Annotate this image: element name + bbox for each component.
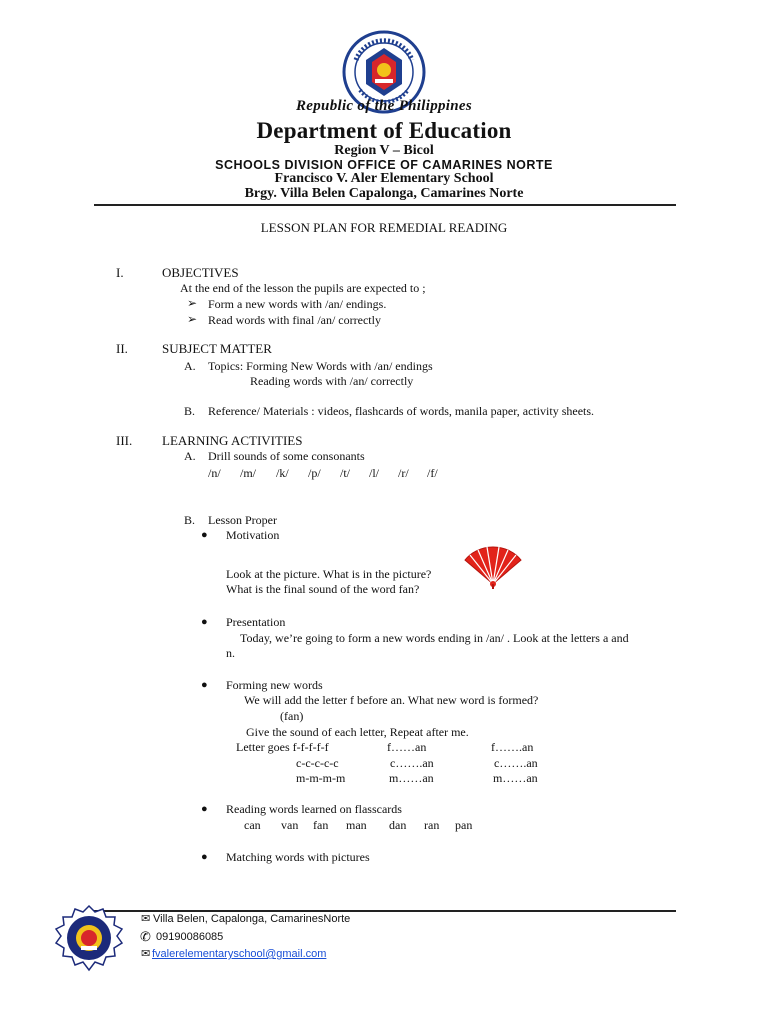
motivation-question: What is the final sound of the word fan? [226,582,420,596]
department-title: Department of Education [256,118,512,143]
sound-item: /n/ [208,466,221,480]
word-item: ran [424,818,440,832]
forming-answer: (fan) [280,709,304,723]
matching-label: Matching words with pictures [226,850,370,864]
letter-sound-cell: c-c-c-c-c [296,756,339,770]
document-title: LESSON PLAN FOR REMEDIAL READING [260,220,508,235]
presentation-text: Today, we’re going to form a new words ending in /an/ . Look at the letters a and [240,631,629,645]
bullet-icon: ● [201,851,208,863]
division-line: SCHOOLS DIVISION OFFICE OF CAMARINES NORTE [215,158,553,172]
topics-text-2: Reading words with /an/ correctly [250,374,414,388]
section-number: II. [116,341,128,356]
header-divider [94,204,676,206]
section-title-objectives: OBJECTIVES [162,265,239,280]
sound-item: /k/ [276,466,289,480]
arrow-bullet-icon: ➢ [187,296,198,310]
footer-phone: 09190086085 [156,931,224,943]
section-number: III. [116,433,133,448]
fan-picture-icon [462,544,524,590]
footer-email-link[interactable]: fvalerelementaryschool@gmail.com [152,948,327,960]
topics-text: Topics: Forming New Words with /an/ endings [208,359,433,373]
footer-divider [92,910,676,912]
letter-sound-cell: m……an [493,771,538,785]
word-item: man [346,818,367,832]
sound-item: /r/ [398,466,409,480]
objectives-intro: At the end of the lesson the pupils are expected to ; [180,281,426,295]
presentation-text-2: n. [226,646,235,660]
school-logo-icon [54,904,124,974]
mail-icon: ✉ [141,913,151,925]
word-item: van [281,818,299,832]
forming-label: Forming new words [226,678,323,692]
forming-text: We will add the letter f before an. What new word is formed? [244,693,539,707]
word-item: fan [313,818,329,832]
section-number: I. [116,265,124,280]
footer-address: Villa Belen, Capalonga, CamarinesNorte [153,913,351,925]
phone-icon: ✆ [140,929,151,944]
republic-line: Republic of the Philippines [295,98,473,114]
letter-sound-cell: c…….an [390,756,434,770]
letter-sound-cell: f……an [387,740,427,754]
school-address: Brgy. Villa Belen Capalonga, Camarines Norte [244,186,524,201]
bullet-icon: ● [201,616,208,628]
sub-letter: B. [184,404,196,418]
sound-item: /m/ [240,466,257,480]
sound-item: /p/ [308,466,321,480]
sound-item: /f/ [427,466,438,480]
objective-item: Read words with final /an/ correctly [208,313,381,327]
word-item: can [244,818,261,832]
reference-materials-text: Reference/ Materials : videos, flashcards of words, manila paper, activity sheets. [208,404,595,418]
objective-item: Form a new words with /an/ endings. [208,297,387,311]
bullet-icon: ● [201,803,208,815]
letter-sound-cell: m-m-m-m [296,771,346,785]
sound-item: /t/ [340,466,351,480]
word-item: dan [389,818,407,832]
arrow-bullet-icon: ➢ [187,312,198,326]
sub-letter: A. [184,359,196,373]
bullet-icon: ● [201,529,208,541]
section-title-subject-matter: SUBJECT MATTER [162,341,272,356]
lesson-proper-label: Lesson Proper [208,513,277,527]
word-item: pan [455,818,473,832]
presentation-label: Presentation [226,615,286,629]
school-name: Francisco V. Aler Elementary School [274,171,494,186]
sound-item: /l/ [369,466,380,480]
sub-letter: A. [184,449,196,463]
bullet-icon: ● [201,679,208,691]
letter-sound-cell: Letter goes f-f-f-f-f [236,740,329,754]
drill-sounds-text: Drill sounds of some consonants [208,449,365,463]
reading-label: Reading words learned on flasscards [226,802,402,816]
letter-sound-cell: m……an [389,771,434,785]
email-icon: ✉ [141,948,151,960]
region-line: Region V – Bicol [334,143,434,158]
motivation-label: Motivation [226,528,280,542]
forming-instruction: Give the sound of each letter, Repeat after me. [246,725,469,739]
motivation-question: Look at the picture. What is in the picture? [226,567,432,581]
section-title-learning-activities: LEARNING ACTIVITIES [162,433,303,448]
letter-sound-cell: f…….an [491,740,534,754]
sub-letter: B. [184,513,196,527]
letter-sound-cell: c…….an [494,756,538,770]
